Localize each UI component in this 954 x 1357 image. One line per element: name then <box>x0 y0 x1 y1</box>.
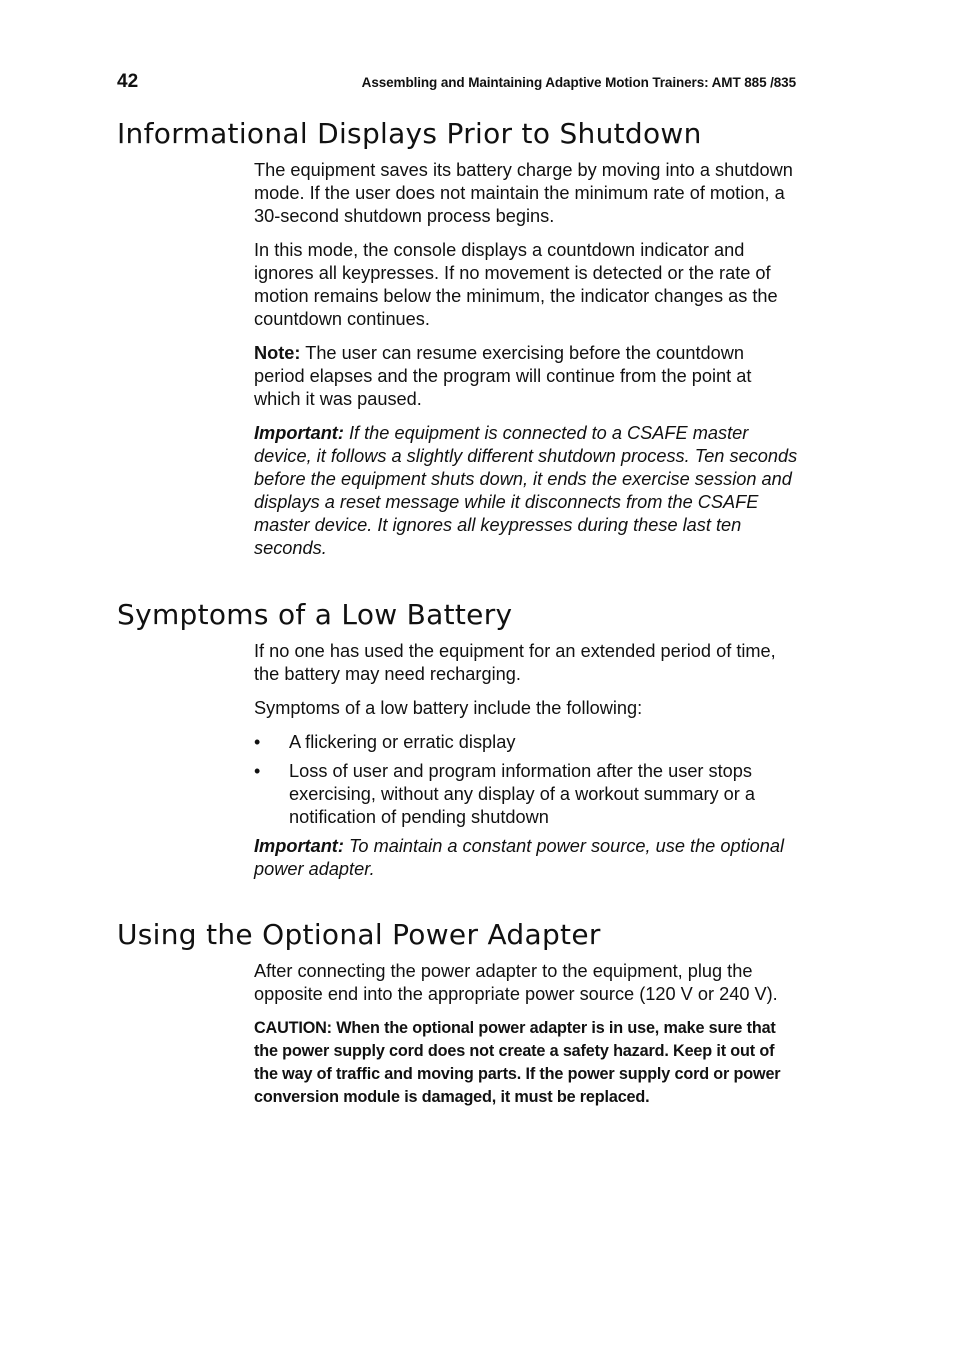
section-body-power-adapter <box>254 960 799 1109</box>
body-paragraph: Symptoms of a low battery include the following: <box>254 698 643 718</box>
caution-paragraph: CAUTION: When the optional power adapter is in use, make sure that the power supply cord does not create a safety hazard. Keep it out of the way of traffic and moving parts. If the power supply cord or power conversion module is damaged, it must be replaced. <box>254 1019 781 1106</box>
body-paragraph: If no one has used the equipment for an extended period of time, the battery may need recharging. <box>254 641 776 684</box>
section-heading-low-battery: Symptoms of a Low Battery <box>117 598 513 631</box>
note-label: Note: <box>254 343 301 363</box>
important-text: If the equipment is connected to a CSAFE master device, it follows a slightly different shutdown process. Ten seconds before the equipment shuts down, it ends the exercise session and displays a reset message while it disconnects from the CSAFE master device. It ignores all keypresses during these last ten seconds. <box>254 423 798 558</box>
body-paragraph: In this mode, the console displays a countdown indicator and ignores all keypresses. If no movement is detected or the rate of motion remains below the minimum, the indicator changes as the countdown continues. <box>254 240 778 329</box>
list-item <box>254 731 799 754</box>
note-text: The user can resume exercising before the countdown period elapses and the program will continue from the point at which it was paused. <box>254 343 752 409</box>
list-item <box>254 760 799 829</box>
section-heading-shutdown-displays: Informational Displays Prior to Shutdown <box>117 117 702 150</box>
page-number: 42 <box>117 71 139 92</box>
body-paragraph: After connecting the power adapter to the equipment, plug the opposite end into the appropriate power source (120 V or 240 V). <box>254 961 778 1004</box>
running-header: Assembling and Maintaining Adaptive Motion Trainers: AMT 885 /835 <box>361 75 796 90</box>
important-label: Important: <box>254 836 344 856</box>
symptom-list <box>254 731 799 829</box>
important-text: To maintain a constant power source, use the optional power adapter. <box>254 836 785 879</box>
note-paragraph <box>254 342 799 411</box>
list-item-text: A flickering or erratic display <box>289 732 516 752</box>
section-body-low-battery <box>254 640 799 892</box>
bullet-icon: • <box>254 732 261 752</box>
section-heading-power-adapter: Using the Optional Power Adapter <box>117 918 601 951</box>
list-item-text: Loss of user and program information after the user stops exercising, without any display of a workout summary or a notification of pending shutdown <box>289 761 756 827</box>
important-paragraph <box>254 835 799 881</box>
important-paragraph <box>254 422 799 560</box>
important-label: Important: <box>254 423 344 443</box>
section-body-shutdown-displays <box>254 159 799 571</box>
bullet-icon: • <box>254 761 261 781</box>
body-paragraph: The equipment saves its battery charge by moving into a shutdown mode. If the user does not maintain the minimum rate of motion, a 30-second shutdown process begins. <box>254 160 793 226</box>
